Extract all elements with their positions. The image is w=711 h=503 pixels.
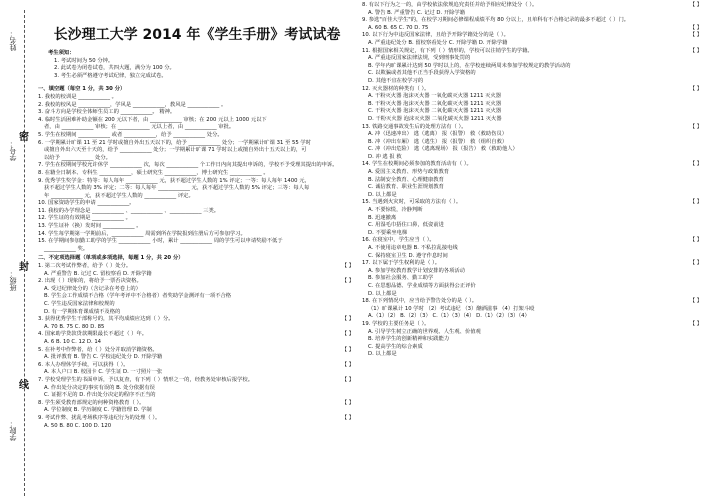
line-text: 4. 国家助学贷款贷款期限最长不超过（ ）年。: [38, 331, 148, 338]
line-text: D. 干粉灭火器 泡沫灭火器 二氧化碳灭火器 1211 灭火器: [368, 115, 502, 122]
question-line: [38, 301, 356, 309]
line-text: 18. 在下列情况中，应当给予警告处分的是（ ）。: [362, 298, 478, 305]
question-line: [38, 178, 356, 186]
line-text: B. 培养学生的创新精神和实践能力: [368, 336, 450, 343]
line-text: A. 60 B. 65 C. 70 D. 75: [368, 24, 429, 31]
line-text: 3. 奋斗方向是学校全体师生员工的 ____________。 精神。: [38, 109, 176, 116]
line-text: 年 ____________ 元，获不超过学生人数的 ____________ 评定。: [44, 192, 194, 199]
line-text: D. 以上都是: [368, 191, 397, 198]
line-text: 6. 一学期累计旷课 11 至 21 学时或擅自外出五天以下的，给予 ____________ 处分；一学期累计旷课 31 至 55 学时: [38, 139, 312, 146]
line-text: C. 保持寝室卫生 D. 遵守作息时间: [368, 252, 448, 259]
line-text: B. 学生会工作成绩不合格（学年考评中不合格者）者奖助学金测评有一项不合格: [44, 293, 232, 300]
line-text: A. 爱国主义教育、形势与政策教育: [368, 169, 450, 176]
notice-item: 1. 考试时间为 50 分钟。: [54, 57, 114, 64]
line-text: A. 严重警告 B. 记过 C. 留校察看 D. 开除学籍: [44, 270, 152, 277]
college-label: 学院：: [9, 420, 17, 441]
answer-bracket: 【 】: [689, 320, 702, 327]
answer-bracket: 【 】: [341, 361, 354, 368]
question-line: [38, 200, 356, 208]
line-text: A. 不使用违章电器 B. 不私拉乱接电线: [368, 245, 458, 251]
exam-title: 长沙理工大学 2014 年《学生手册》考试试卷: [53, 27, 341, 43]
question-line: [38, 354, 356, 362]
seal-char-3: 线: [19, 380, 29, 391]
line-text: B. 冲（冲出车厢） 逃（逃生） 报（报警） 救（组织自救）: [368, 138, 508, 145]
line-text: B. 法制安全教育、心理健康教育: [368, 176, 444, 183]
question-line: [38, 215, 356, 223]
answer-bracket: 【 】: [341, 263, 354, 270]
question-line: [38, 407, 356, 415]
question-line: [362, 86, 704, 94]
line-text: 一、填空题（每空 1 分，共 30 分）: [38, 86, 126, 93]
question-line: [38, 124, 356, 132]
question-line: [38, 162, 356, 170]
question-line: [362, 298, 704, 306]
line-text: D. 以上都是: [368, 351, 397, 358]
line-text: A. 70 B. 75 C. 80 D. 85: [44, 323, 105, 330]
line-text: C. 冲（冲出危险） 逃（逃离现场） 报（报告） 救（救助他人）: [368, 146, 518, 153]
section-heading: [38, 255, 356, 263]
line-text: A.（1）（2） B.（2）（3） C.（1）（3）（4） D.（1）（2）（3）（4）: [368, 313, 530, 320]
question-line: [38, 278, 356, 286]
line-text: 获不超过学生人数的 3% 评定；二等：每人每年 ____________ 元，获不超过学生人数的 5% 评定；三等：每人每: [44, 185, 310, 192]
line-text: 19. 学校的主要任务是（ ）。: [362, 320, 430, 327]
line-text: 10. 国家资助学生的申请 ____________。: [38, 200, 135, 207]
line-text: C. 用湿毛巾捂住口鼻，低姿前进: [368, 222, 444, 229]
answer-bracket: 【 】: [689, 32, 702, 39]
line-text: 8. 学生须受教育部规定的何种资格教育（ ）。: [38, 399, 145, 406]
answer-bracket: 【 】: [689, 2, 702, 8]
question-line: [362, 169, 704, 177]
id-label: 学号：: [9, 140, 17, 161]
line-text: D. 以上都是: [368, 290, 397, 297]
line-text: C. 提高学生的综合素质: [368, 343, 423, 350]
question-line: [362, 336, 704, 344]
line-text: 8. 有以下行为之一的，由学校依法依规追究责任并给予相应纪律处分（ ）。: [362, 2, 538, 8]
left-column: [38, 0, 356, 430]
answer-bracket: 【 】: [341, 414, 354, 421]
line-text: 4. 临时生活困难补助金额在 200 元以下者，由 ____________ 审核；在 200 元以上 1000 元以下: [38, 116, 267, 123]
question-line: [38, 385, 356, 393]
line-text: 9. 参选"百佳大学生"的，在校学习期间必修课程成绩平均 80 分以上，且单科有不合格记录的最多不超过（ ）门。: [362, 17, 630, 24]
line-text: 1. 第二次考试作弊者，给予（ ）处分。: [38, 263, 132, 270]
line-text: 二、不定项选择题（单项或多项选择，每题 1 分，共 20 分）: [38, 255, 184, 262]
line-text: C. 干粉灭火器 泡沫灭火器 二氧化碳灭火器 1211 灭火器: [368, 108, 502, 115]
line-text: 5. 在补考中作弊者，给（ ）处分并取消学籍资格。: [38, 346, 158, 353]
question-line: [362, 32, 704, 40]
line-text: D. 其他不宜在校学习的: [368, 77, 424, 84]
line-text: 2. 我校的校风是 ____________，学风是 ____________，教风是 ____________ 。: [38, 101, 227, 108]
question-line: [362, 321, 704, 329]
line-text: A. 干粉灭火器 泡沫灭火器 一氧化碳灭火器 1211 灭火器: [368, 93, 502, 100]
line-text: 9. 优秀学生奖学金：特等：每人每年 ____________ 元，获不超过学生人数的 1% 评定；一等：每人每年 1400 元，: [38, 177, 310, 184]
question-line: [362, 70, 704, 78]
line-text: D. 冲 逃 报 救: [368, 153, 402, 160]
line-text: 17. 以下属于学生权利的是（ ）。: [362, 260, 441, 267]
line-text: 或擅自外出六天至十天的，给予 ____________ 处分；一学期累计旷课 71 学时以上或擅自外出十五天以上的，可: [44, 147, 307, 154]
answer-bracket: 【 】: [689, 24, 702, 31]
line-text: 7. 学校受理学生的书面申诉，予以复查，有下列（ ）情形之一的，经教务处审核后报学校。: [38, 376, 254, 383]
right-questions: [362, 2, 704, 359]
line-text: B. 干粉灭火器 泡沫灭火器 二氧化碳灭火器 1211 灭火器: [368, 100, 502, 107]
question-line: [362, 313, 704, 321]
line-text: 14. 学生在校期间必须参加的教育活动有（ ）。: [362, 161, 472, 168]
question-line: [362, 207, 704, 215]
question-line: [38, 109, 356, 117]
question-line: [362, 116, 704, 124]
question-line: [38, 423, 356, 431]
answer-bracket: 【 】: [689, 85, 702, 92]
question-line: [362, 161, 704, 169]
line-text: A. 批评教育 B. 警告 C. 学校违纪处分 D. 开除学籍: [44, 354, 163, 361]
question-line: [38, 185, 356, 193]
line-text: （1）旷课累计 10 学时 （2）考试违纪 （3）酗酒滋事 （4）打架斗殴: [368, 305, 535, 312]
line-text: 9. 考试作弊、扰乱考场秩序等违纪行为的处理（ ）。: [38, 414, 161, 421]
class-label: 班级：: [9, 270, 17, 291]
line-text: 11. 根据国家相关规定，有下列（ ）情形的，学校可以注销学生的学籍。: [362, 47, 533, 54]
line-text: B. 参加社会服务、勤工助学: [368, 275, 434, 282]
line-text: A. 冲（迅速冲出） 逃（逃离） 报（报警） 救（救助伤员）: [368, 131, 508, 138]
question-line: [362, 93, 704, 101]
question-line: [362, 245, 704, 253]
name-label: 姓名：: [9, 30, 17, 51]
question-line: [362, 344, 704, 352]
notice-item: 2. 此试卷为闭卷试卷，共四大题，满分为 100 分。: [54, 65, 175, 72]
line-text: ____________ 奖。: [44, 245, 89, 252]
question-line: [362, 17, 704, 25]
answer-bracket: 【 】: [689, 199, 702, 206]
line-text: 14. 学生每学期第一学期前后，____________ 周需到所在学院报到注册后方可参加学习。: [38, 230, 246, 237]
answer-bracket: 【 】: [689, 161, 702, 168]
line-text: 11. 我校的办学理念是 ____________ 、____________ 、____________ 三类。: [38, 207, 220, 214]
answer-bracket: 【 】: [689, 298, 702, 305]
line-text: A. 警告 B. 严重警告 C. 记过 D. 开除学籍: [368, 9, 466, 16]
line-text: A. 严重违纪处分 B. 留校察看处分 C. 开除学籍 D. 开除学籍: [368, 39, 508, 46]
question-line: [38, 223, 356, 231]
line-text: 者，由 ____________ 审核；在 ____________ 元以上者，由 ____________ 审批。: [44, 124, 235, 131]
question-line: [38, 140, 356, 148]
line-text: 5. 学生在校期间 ____________ 或者 ____________，给予 ____________ 处分。: [38, 131, 223, 138]
answer-bracket: 【 】: [689, 237, 702, 244]
answer-bracket: 【 】: [341, 316, 354, 323]
line-text: 13. 学生证补（换）发时间 ____________ 。: [38, 223, 142, 230]
line-text: 3. 获得优秀学生干部称号的，其平均成绩应达到（ ）分。: [38, 316, 174, 323]
question-line: [38, 147, 356, 155]
question-line: [38, 316, 356, 324]
line-text: 12. 灭火器材的种类有（ ）。: [362, 85, 430, 92]
question-line: [362, 108, 704, 116]
question-line: [38, 246, 356, 254]
line-text: 以给予 ____________ 处分。: [44, 154, 111, 161]
seal-char-1: 密: [19, 132, 29, 143]
seal-margin: [0, 0, 34, 503]
answer-bracket: 【 】: [689, 47, 702, 54]
question-line: [362, 199, 704, 207]
line-text: 2. 出现（ ）现象的，将给予一票否决资格。: [38, 278, 142, 285]
question-line: [38, 415, 356, 423]
right-column: [362, 0, 704, 359]
answer-bracket: 【 】: [689, 123, 702, 130]
line-text: 15. 当遇到火灾时，可采取的方法有（ ）。: [362, 199, 462, 206]
answer-bracket: 【 】: [341, 346, 354, 353]
question-line: [362, 40, 704, 48]
seal-line: [24, 10, 25, 496]
line-text: D. 有一学期体育课成绩不及格的: [44, 308, 121, 315]
notice-heading: 考生须知：: [48, 50, 75, 56]
line-text: A. 50 B. 80 C. 100 D. 120: [44, 422, 112, 429]
line-text: 1. 我校的校训是 ____________ 。: [38, 93, 117, 100]
line-text: 7. 学生在校期间学校允许休学 ____________ 次，每次 ____________ 个工作日内向其提出申诉的，学校不予受理其提出的申诉。: [38, 162, 338, 169]
question-line: [362, 131, 704, 139]
question-line: [362, 275, 704, 283]
question-line: [362, 146, 704, 154]
line-text: A. 本人户口 B. 校园卡 C. 学生证 D. 一寸照片一张: [44, 369, 163, 376]
line-text: C. 以欺骗或者其他不正当手段获得入学资格的: [368, 70, 476, 77]
line-text: C. 在思想品德、学业成绩等方面获得公正评价: [368, 282, 476, 289]
left-questions: [38, 86, 356, 430]
question-line: [362, 78, 704, 86]
question-line: [38, 263, 356, 271]
question-line: [362, 124, 704, 132]
question-line: [362, 184, 704, 192]
line-text: A. 严重违反国家法律法规，受到刑事处罚的: [368, 55, 471, 62]
line-text: 16. 在寝室中，学生应当（ ）。: [362, 237, 435, 244]
answer-bracket: 【 】: [689, 260, 702, 267]
answer-bracket: 【 】: [341, 376, 354, 383]
question-line: [38, 238, 356, 246]
line-text: 12. 学生证的有效期是 ____________ 。: [38, 215, 131, 222]
question-line: [38, 392, 356, 400]
question-line: [362, 260, 704, 268]
question-line: [362, 283, 704, 291]
line-text: A. 学位制度 B. 学历制度 C. 学籍管理 D. 学制: [44, 407, 152, 414]
question-line: [362, 222, 704, 230]
line-text: 8. 在籍全日制本、专科生 ____________，硕士研究生 ____________，博士研究生 ____________ 。: [38, 169, 269, 176]
line-text: A. 不要惊慌，冷静判断: [368, 207, 423, 214]
line-text: B. 迅速撤离: [368, 214, 397, 221]
line-text: 13. 铁路交通事故发生后的处理方法有（ ）。: [362, 123, 467, 130]
line-text: C. 证据不足的 D. 作出处分决定的程序不正当的: [44, 392, 156, 399]
question-line: [362, 2, 704, 10]
question-line: [362, 329, 704, 337]
line-text: D. 不要乘坐电梯: [368, 229, 408, 236]
question-line: [38, 293, 356, 301]
line-text: 10. 以下行为中违反国家法律，且给予开除学籍处分的是（ ）。: [362, 32, 509, 39]
line-text: C. 诚信教育、职业生涯规划教育: [368, 184, 444, 191]
question-line: [38, 331, 356, 339]
line-text: A. 作出处分决定的事实有误的 B. 处分依据有误: [44, 384, 155, 391]
line-text: 6. 本人办理休学手续，可以获得（ ）。: [38, 361, 129, 368]
answer-bracket: 【 】: [341, 278, 354, 285]
line-text: A. 参加学校教育教学计划安排的各项活动: [368, 267, 465, 274]
question-line: [38, 132, 356, 140]
notice-item: 3. 考生必须严格遵守考试纪律，独立完成试卷。: [54, 72, 167, 79]
answer-bracket: 【 】: [341, 399, 354, 406]
question-line: [362, 237, 704, 245]
line-text: C. 学生违反国家法律和校规的: [44, 301, 115, 307]
line-text: A. 受过纪律处分的（含记录在考卷上的）: [44, 285, 141, 292]
answer-bracket: 【 】: [341, 331, 354, 338]
line-text: 15. 在学期间参加勤工助学的学生 ____________ 小时，累计 ____________ 周的学生可以申请奖励不低于: [38, 238, 283, 245]
seal-char-2: 封: [19, 262, 29, 273]
question-line: [38, 94, 356, 102]
question-line: [38, 339, 356, 347]
question-line: [38, 369, 356, 377]
question-line: [38, 377, 356, 385]
section-heading: [38, 86, 356, 94]
line-text: A. 引导学生树立正确的世界观、人生观、价值观: [368, 328, 481, 335]
question-line: [362, 351, 704, 359]
line-text: B. 学年内旷课累计达到 50 学时以上的，在学校连续两周未参加学校规定的教学活动的: [368, 62, 571, 69]
question-line: [362, 55, 704, 63]
question-line: [38, 170, 356, 178]
line-text: A. 6 B. 10 C. 12 D. 14: [44, 338, 102, 345]
